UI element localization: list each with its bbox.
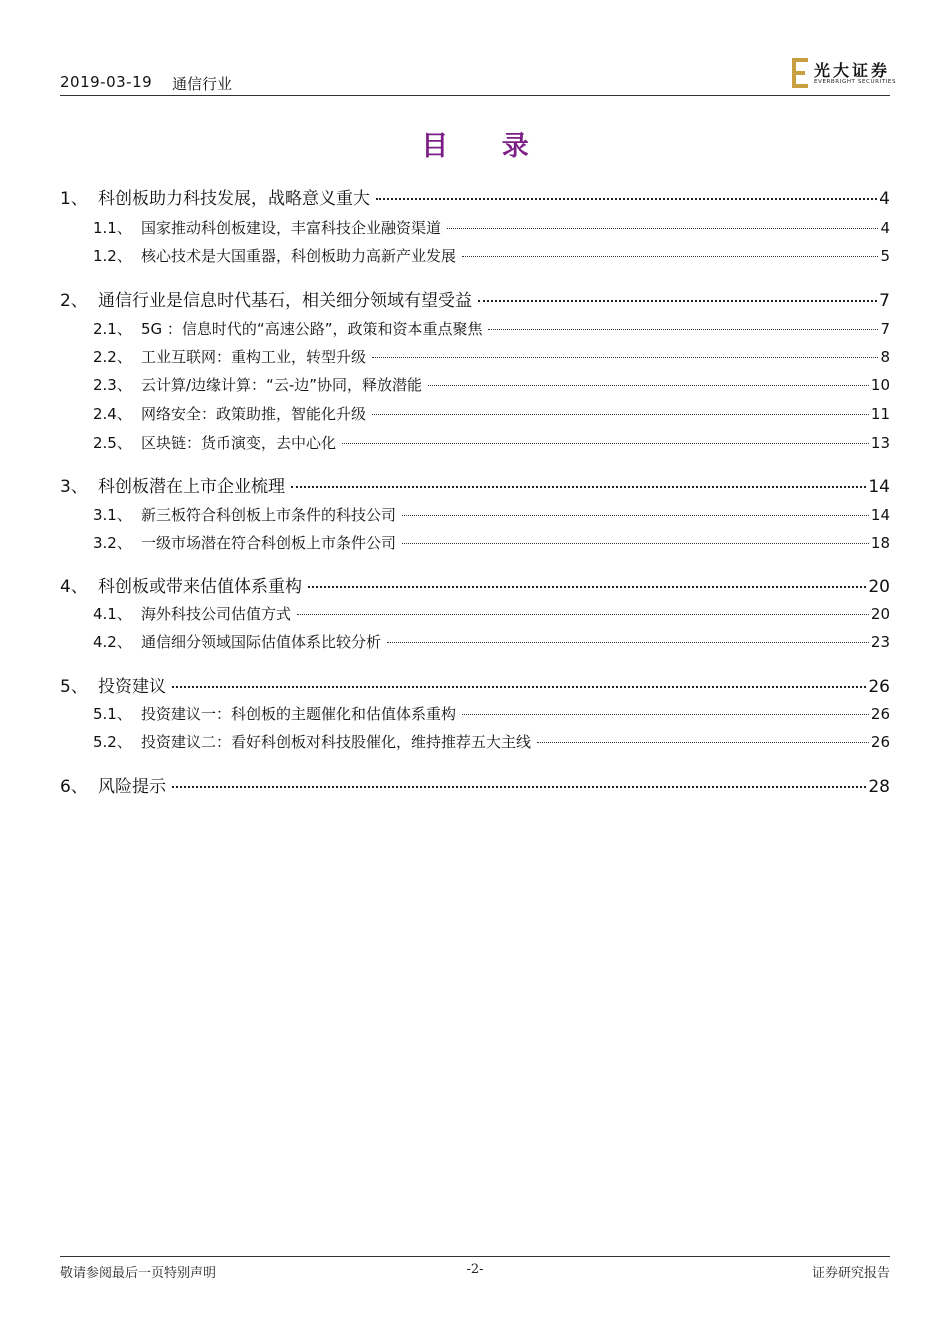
toc-entry-number: 2.1、 [93,320,132,338]
toc-title: 目 录 [421,131,551,162]
toc-entry-page: 14 [868,477,890,497]
toc-entry-page: 7 [880,320,890,338]
toc-entry-3[interactable] [60,472,890,497]
toc-entry-number: 2.5、 [93,434,132,452]
toc-entry-1-1[interactable] [93,217,890,238]
toc-entry-number: 5、 [60,677,88,697]
toc-entry-page: 4 [879,189,890,209]
dot-leader [447,228,878,229]
toc-entry-title: 投资建议二：看好科创板对科技股催化，维持推荐五大主线 [141,733,532,751]
dot-leader [297,614,869,615]
toc-entry-page: 20 [868,577,890,597]
toc-entry-number: 3.1、 [93,506,132,524]
logo-mark-icon [792,58,810,88]
toc-entry-page: 7 [879,291,890,311]
toc-entry-number: 4.1、 [93,605,132,623]
toc-entry-title: 国家推动科创板建设，丰富科技企业融资渠道 [141,219,442,237]
dot-leader [172,686,866,688]
dot-leader [372,414,869,415]
toc-entry-page: 26 [868,677,890,697]
dot-leader [537,742,869,743]
toc-entry-title: 海外科技公司估值方式 [141,605,292,623]
footer-disclaimer: 敬请参阅最后一页特别声明 [60,1266,217,1281]
dot-leader [376,198,877,200]
toc-entry-page: 4 [880,219,890,237]
toc-entry-number: 4.2、 [93,633,132,651]
toc-entry-number: 3.2、 [93,534,132,552]
dot-leader [402,543,869,544]
toc-entry-page: 13 [870,434,890,452]
toc-entry-3-1[interactable] [93,504,890,525]
dot-leader [387,642,869,643]
toc-entry-page: 28 [868,777,890,797]
page-footer [60,1262,890,1282]
toc-entry-page: 18 [870,534,890,552]
toc-entry-number: 1.2、 [93,247,132,265]
toc-entry-number: 2、 [60,291,88,311]
dot-leader [462,256,878,257]
toc-entry-3-2[interactable] [93,532,890,553]
toc-entry-title: 工业互联网：重构工业，转型升级 [141,348,367,366]
toc-entry-page: 14 [870,506,890,524]
toc-entry-title: 新三板符合科创板上市条件的科技公司 [141,506,397,524]
toc-entry-number: 1、 [60,189,88,209]
dot-leader [172,786,866,788]
company-logo [790,58,897,92]
footer-page-number: -2- [466,1262,484,1277]
toc-entry-title: 通信行业是信息时代基石，相关细分领域有望受益 [98,291,472,311]
footer-divider [60,1256,890,1257]
toc-entry-number: 2.4、 [93,405,132,423]
logo-chinese-name: 光大证券 [814,61,891,80]
footer-doc-type: 证券研究报告 [811,1266,890,1281]
logo-english-name: EVERBRIGHT SECURITIES [814,79,897,85]
dot-leader [308,586,866,588]
page-header [60,61,897,96]
toc-entry-title: 5G ：信息时代的“高速公路”，政策和资本重点聚焦 [141,320,483,338]
toc-entry-title: 通信细分领域国际估值体系比较分析 [141,633,382,651]
toc-entry-number: 5.1、 [93,705,132,723]
toc-entry-page: 11 [870,405,890,423]
toc-entry-title: 云计算/边缘计算：“云-边”协同，释放潜能 [141,376,423,394]
toc-entry-2[interactable] [60,286,890,311]
dot-leader [488,329,878,330]
toc-entry-number: 2.3、 [93,376,132,394]
toc-entry-1[interactable] [60,184,890,209]
toc-entry-page: 8 [880,348,890,366]
toc-entry-number: 6、 [60,777,88,797]
toc-entry-page: 26 [870,705,890,723]
toc-entry-page: 26 [870,733,890,751]
dot-leader [428,385,869,386]
toc-entry-6[interactable] [60,772,890,797]
toc-entry-number: 1.1、 [93,219,132,237]
toc-entry-page: 23 [870,633,890,651]
toc-entry-2-5[interactable] [93,432,890,453]
report-date: 2019-03-19 [60,73,153,91]
report-sector: 通信行业 [172,75,233,93]
toc-entry-title: 科创板或带来估值体系重构 [98,577,302,597]
toc-entry-2-4[interactable] [93,403,890,424]
dot-leader [402,515,869,516]
toc-entry-4[interactable] [60,572,890,597]
header-divider [60,95,890,96]
toc-entry-title: 风险提示 [98,777,166,797]
toc-entry-title: 科创板助力科技发展，战略意义重大 [98,189,370,209]
toc-entry-title: 核心技术是大国重器，科创板助力高新产业发展 [141,247,457,265]
toc-entry-title: 一级市场潜在符合科创板上市条件公司 [141,534,397,552]
toc-entry-2-2[interactable] [93,346,890,367]
toc-entry-number: 5.2、 [93,733,132,751]
toc-entry-page: 10 [870,376,890,394]
toc-entry-title: 投资建议 [98,677,166,697]
toc-entry-2-1[interactable] [93,318,890,339]
toc-entry-number: 4、 [60,577,88,597]
toc-entry-number: 3、 [60,477,88,497]
toc-entry-title: 区块链：货币演变，去中心化 [141,434,337,452]
toc-entry-number: 2.2、 [93,348,132,366]
dot-leader [342,443,869,444]
toc-entry-5[interactable] [60,672,890,697]
toc-entry-5-2[interactable] [93,731,890,752]
toc-entry-title: 网络安全：政策助推，智能化升级 [141,405,367,423]
dot-leader [291,486,866,488]
toc-entry-title: 投资建议一：科创板的主题催化和估值体系重构 [141,705,457,723]
toc-entry-4-2[interactable] [93,631,890,652]
dot-leader [462,714,869,715]
toc-entry-5-1[interactable] [93,703,890,724]
toc-entry-title: 科创板潜在上市企业梳理 [98,477,285,497]
toc-entry-page: 5 [880,247,890,265]
toc-entry-page: 20 [870,605,890,623]
dot-leader [478,300,877,302]
toc-entry-2-3[interactable] [93,374,890,395]
dot-leader [372,357,878,358]
toc-entry-4-1[interactable] [93,603,890,624]
toc-entry-1-2[interactable] [93,245,890,266]
